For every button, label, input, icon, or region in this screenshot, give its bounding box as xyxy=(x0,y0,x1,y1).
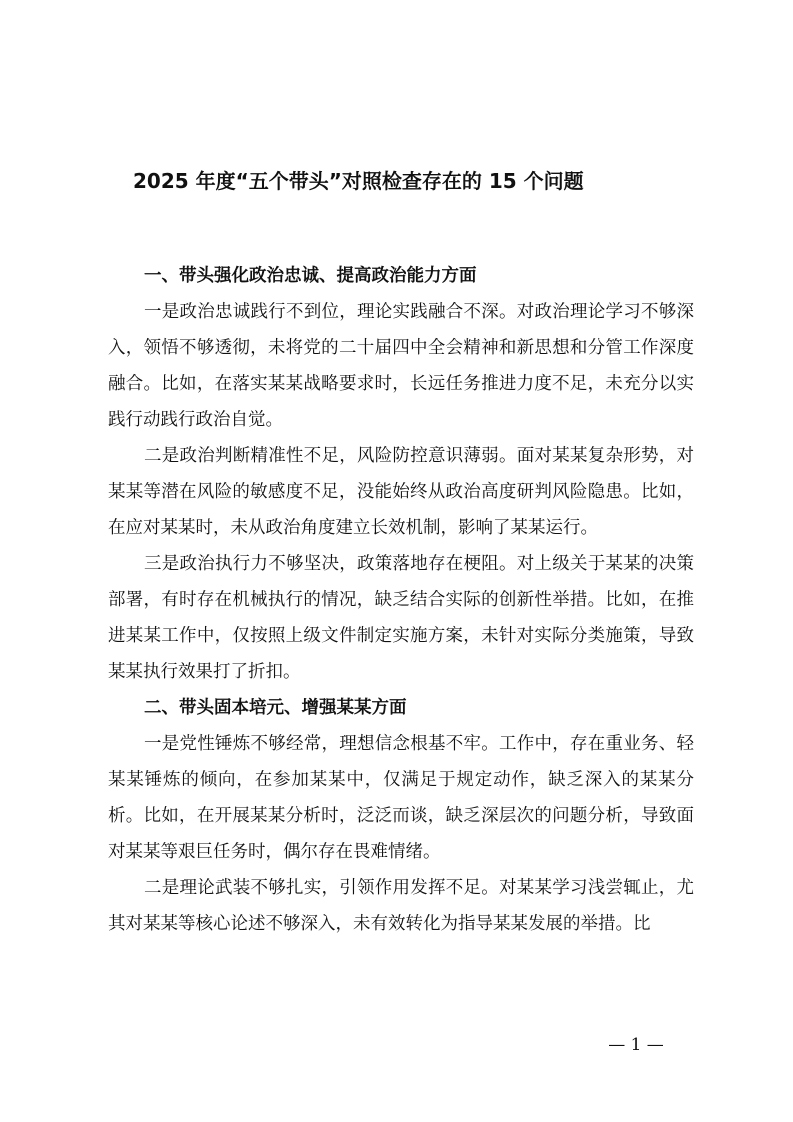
paragraph: 一是政治忠诚践行不到位，理论实践融合不深。对政治理论学习不够深入，领悟不够透彻，未将党的二十届四中全会精神和新思想和分管工作深度融合。比如，在落实某某战略要求时，长远任务推进力度不足，未充分以实践行动践行政治自觉。 xyxy=(108,302,694,430)
section-heading: 一、带头强化政治忠诚、提高政治能力方面 xyxy=(144,266,477,286)
paragraph: 三是政治执行力不够坚决，政策落地存在梗阻。对上级关于某某的决策部署，有时存在机械执行的情况，缺乏结合实际的创新性举措。比如，在推进某某工作中，仅按照上级文件制定实施方案，未针对实际分类施策，导致某某执行效果打了折扣。 xyxy=(108,554,694,682)
paragraph: 二是理论武装不够扎实，引领作用发挥不足。对某某学习浅尝辄止，尤其对某某等核心论述不够深入，未有效转化为指导某某发展的举措。比 xyxy=(108,878,694,934)
section-heading: 二、带头固本培元、增强某某方面 xyxy=(144,698,407,718)
section-1 xyxy=(108,258,694,690)
section-2 xyxy=(108,690,694,942)
document-body xyxy=(108,258,694,942)
paragraph: 二是政治判断精准性不足，风险防控意识薄弱。面对某某复杂形势，对某某等潜在风险的敏感度不足，没能始终从政治高度研判风险隐患。比如，在应对某某时，未从政治角度建立长效机制，影响了某某运行。 xyxy=(108,446,694,538)
paragraph: 一是党性锤炼不够经常，理想信念根基不牢。工作中，存在重业务、轻某某锤炼的倾向，在参加某某中，仅满足于规定动作，缺乏深入的某某分析。比如，在开展某某分析时，泛泛而谈，缺乏深层次的问题分析，导致面对某某等艰巨任务时，偶尔存在畏难情绪。 xyxy=(108,734,694,862)
page-number: — 1 — xyxy=(608,1035,664,1055)
document-title: 2025 年度“五个带头”对照检查存在的 15 个问题 xyxy=(133,169,584,193)
